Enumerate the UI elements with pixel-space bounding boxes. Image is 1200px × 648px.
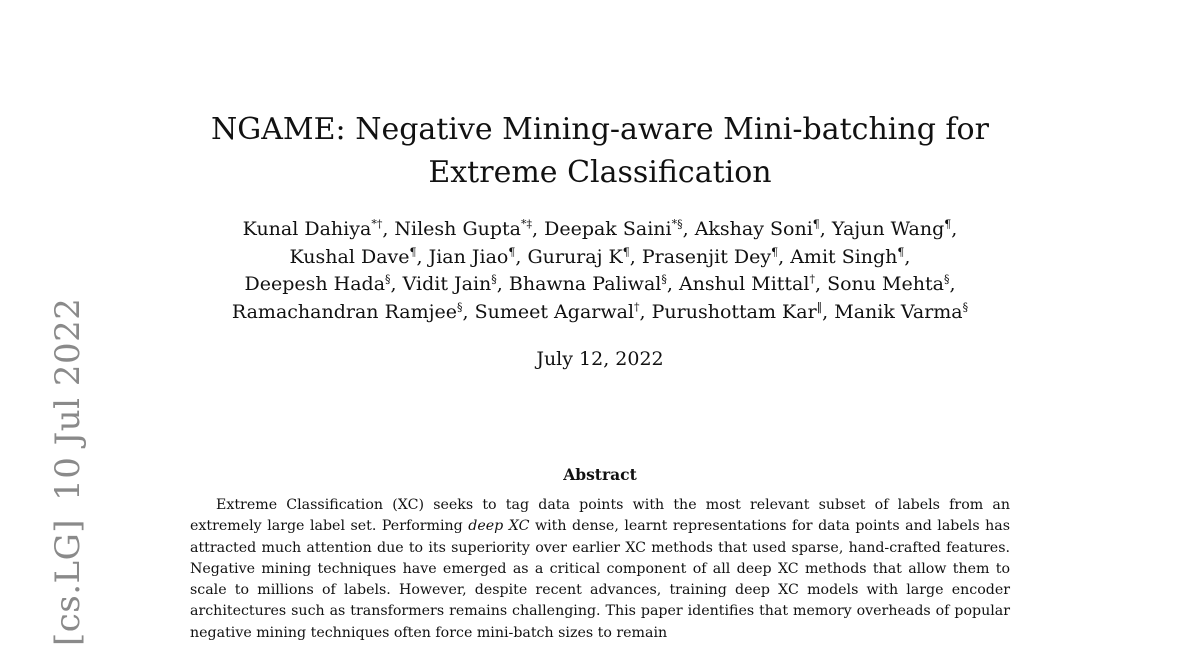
author-name: Amit Singh [790,245,898,268]
abstract-text [190,495,1010,644]
author-affiliation-mark: ‖ [816,300,823,314]
author-name: Vidit Jain [402,273,492,295]
author-name: Sumeet Agarwal [474,300,635,323]
paper-title: NGAME: Negative Mining-aware Mini-batching for Extreme Classification [211,112,989,190]
author-affiliation-mark: ¶ [812,217,820,231]
author-affiliation-mark: ¶ [622,245,630,259]
author-affiliation-mark: ¶ [897,245,905,259]
author-affiliation-mark: † [809,272,815,286]
author-affiliation-mark: *§ [671,217,683,231]
author-name: Nilesh Gupta [394,218,521,240]
abstract-heading: Abstract [563,465,637,484]
author-name: Deepesh Hada [244,273,386,295]
author-name: Ramachandran Ramjee [231,300,458,323]
author-affiliation-mark: § [385,272,391,286]
author-affiliation-mark: *‡ [521,217,532,231]
author-affiliation-mark: § [661,272,667,286]
author-name: Sonu Mehta [827,273,944,295]
author-affiliation-mark: † [634,300,640,314]
abstract-text-part: Extreme Classification (XC) seeks to tag data points with the most relevant subset of labels from an extremely large label set. Performing [190,497,1010,535]
author-affiliation-mark: ¶ [771,245,779,259]
author-name: Yajun Wang [831,218,945,240]
author-list: Kunal Dahiya*†, Nilesh Gupta*‡, Deepak Saini*§, Akshay Soni¶, Yajun Wang¶, Kushal Dave¶, Jian Jiao¶, Gururaj K¶, Prasenjit Dey¶, Amit Singh¶, Deepesh Hada§, Vidit Jain§, Bhawna Paliwal§, Anshul Mittal†, Sonu Mehta§, Ramachandran Ramjee§, Sumeet Agarwal†, Purushottam Kar‖, Manik Varma§ [231,217,969,323]
author-affiliation-mark: § [457,300,463,314]
author-name: Jian Jiao [428,245,509,268]
arxiv-sidebar-stamp [48,298,88,646]
author-affiliation-mark: ¶ [409,245,417,259]
arxiv-date: 10 Jul 2022 [48,297,88,501]
abstract-emphasis: deep XC [468,518,530,535]
author-affiliation-mark: § [943,272,950,286]
author-name: Manik Varma [834,300,963,323]
author-name: Kushal Dave [289,245,410,268]
author-name: Gururaj K [527,245,623,268]
author-name: Deepak Saini [544,218,672,240]
author-affiliation-mark: ¶ [508,245,516,259]
abstract-text-part: with dense, learnt representations for data points and labels has attracted much attention due to its superiority over earlier XC methods that used sparse, hand-crafted features. Negative mining techniques have emerged as a critical component of all deep XC methods that allow them to scale to millions of labels. However, despite recent advances, training deep XC models with large encoder architectures such as transformers remains challenging. This paper identifies that memory overheads of popular negative mining techniques often force mini-batch sizes to remain [190,518,1010,641]
paper-date: July 12, 2022 [536,348,664,370]
author-name: Bhawna Paliwal [508,273,662,295]
author-affiliation-mark: *† [371,217,383,231]
author-name: Kunal Dahiya [242,218,372,240]
author-name: Anshul Mittal [678,273,810,295]
author-affiliation-mark: ¶ [944,217,952,231]
author-name: Purushottam Kar [651,300,817,323]
author-affiliation-mark: § [962,300,969,314]
author-name: Prasenjit Dey [641,245,772,268]
author-name: Akshay Soni [694,218,813,240]
author-affiliation-mark: § [491,272,497,286]
arxiv-category: [cs.LG] [48,518,88,646]
